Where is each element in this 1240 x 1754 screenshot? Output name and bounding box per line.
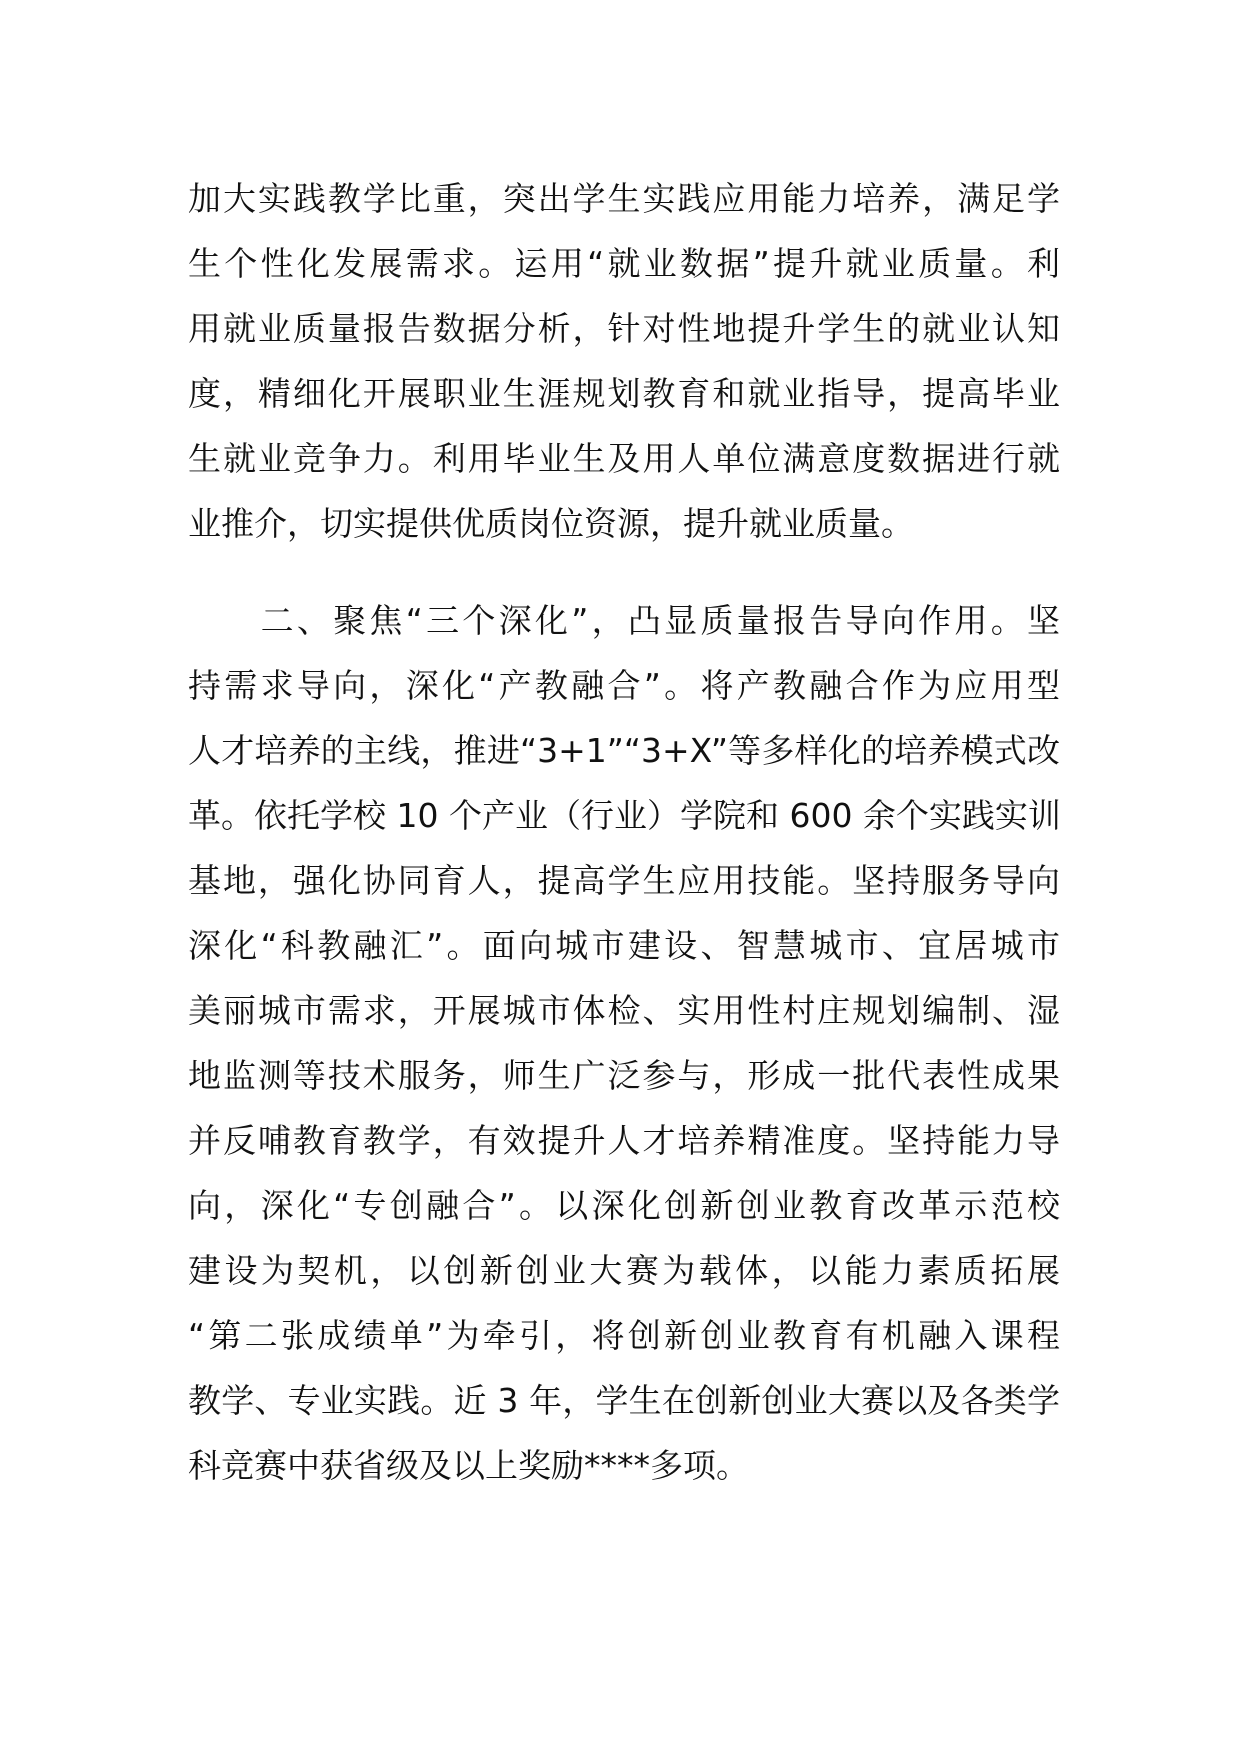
- text-line: 美丽城市需求，开展城市体检、实用性村庄规划编制、湿: [188, 991, 1060, 1030]
- text-line: 业推介，切实提供优质岗位资源，提升就业质量。: [188, 504, 914, 543]
- section-heading-line: 二、聚焦“三个深化”，凸显质量报告导向作用。坚: [188, 601, 1060, 640]
- text-line: 向，深化“专创融合”。以深化创新创业教育改革示范校: [188, 1186, 1060, 1225]
- text-line: 教学、专业实践。近 3 年，学生在创新创业大赛以及各类学: [188, 1381, 1060, 1420]
- text-line: 持需求导向，深化“产教融合”。将产教融合作为应用型: [188, 666, 1060, 705]
- text-line: 深化“科教融汇”。面向城市建设、智慧城市、宜居城市: [188, 926, 1060, 965]
- text-line: 生就业竞争力。利用毕业生及用人单位满意度数据进行就: [188, 439, 1060, 478]
- text-line: 科竞赛中获省级及以上奖励****多项。: [188, 1446, 749, 1485]
- text-line: 用就业质量报告数据分析，针对性地提升学生的就业认知: [188, 309, 1060, 348]
- paragraph-employment-data: [188, 166, 1060, 556]
- text-line: 并反哺教育教学，有效提升人才培养精准度。坚持能力导: [188, 1121, 1060, 1160]
- text-line: 地监测等技术服务，师生广泛参与，形成一批代表性成果: [188, 1056, 1060, 1095]
- text-line: 人才培养的主线，推进“3+1”“3+X”等多样化的培养模式改: [188, 731, 1060, 770]
- text-line: 革。依托学校 10 个产业（行业）学院和 600 余个实践实训: [188, 796, 1061, 835]
- text-line: “第二张成绩单”为牵引，将创新创业教育有机融入课程: [188, 1316, 1060, 1355]
- paragraph-three-deepenings: [188, 588, 1060, 1498]
- text-line: 基地，强化协同育人，提高学生应用技能。坚持服务导向: [188, 861, 1060, 900]
- text-line: 建设为契机，以创新创业大赛为载体，以能力素质拓展: [188, 1251, 1060, 1290]
- text-line: 度，精细化开展职业生涯规划教育和就业指导，提高毕业: [188, 374, 1060, 413]
- text-line: 生个性化发展需求。运用“就业数据”提升就业质量。利: [188, 244, 1060, 283]
- text-line: 加大实践教学比重，突出学生实践应用能力培养，满足学: [188, 179, 1060, 218]
